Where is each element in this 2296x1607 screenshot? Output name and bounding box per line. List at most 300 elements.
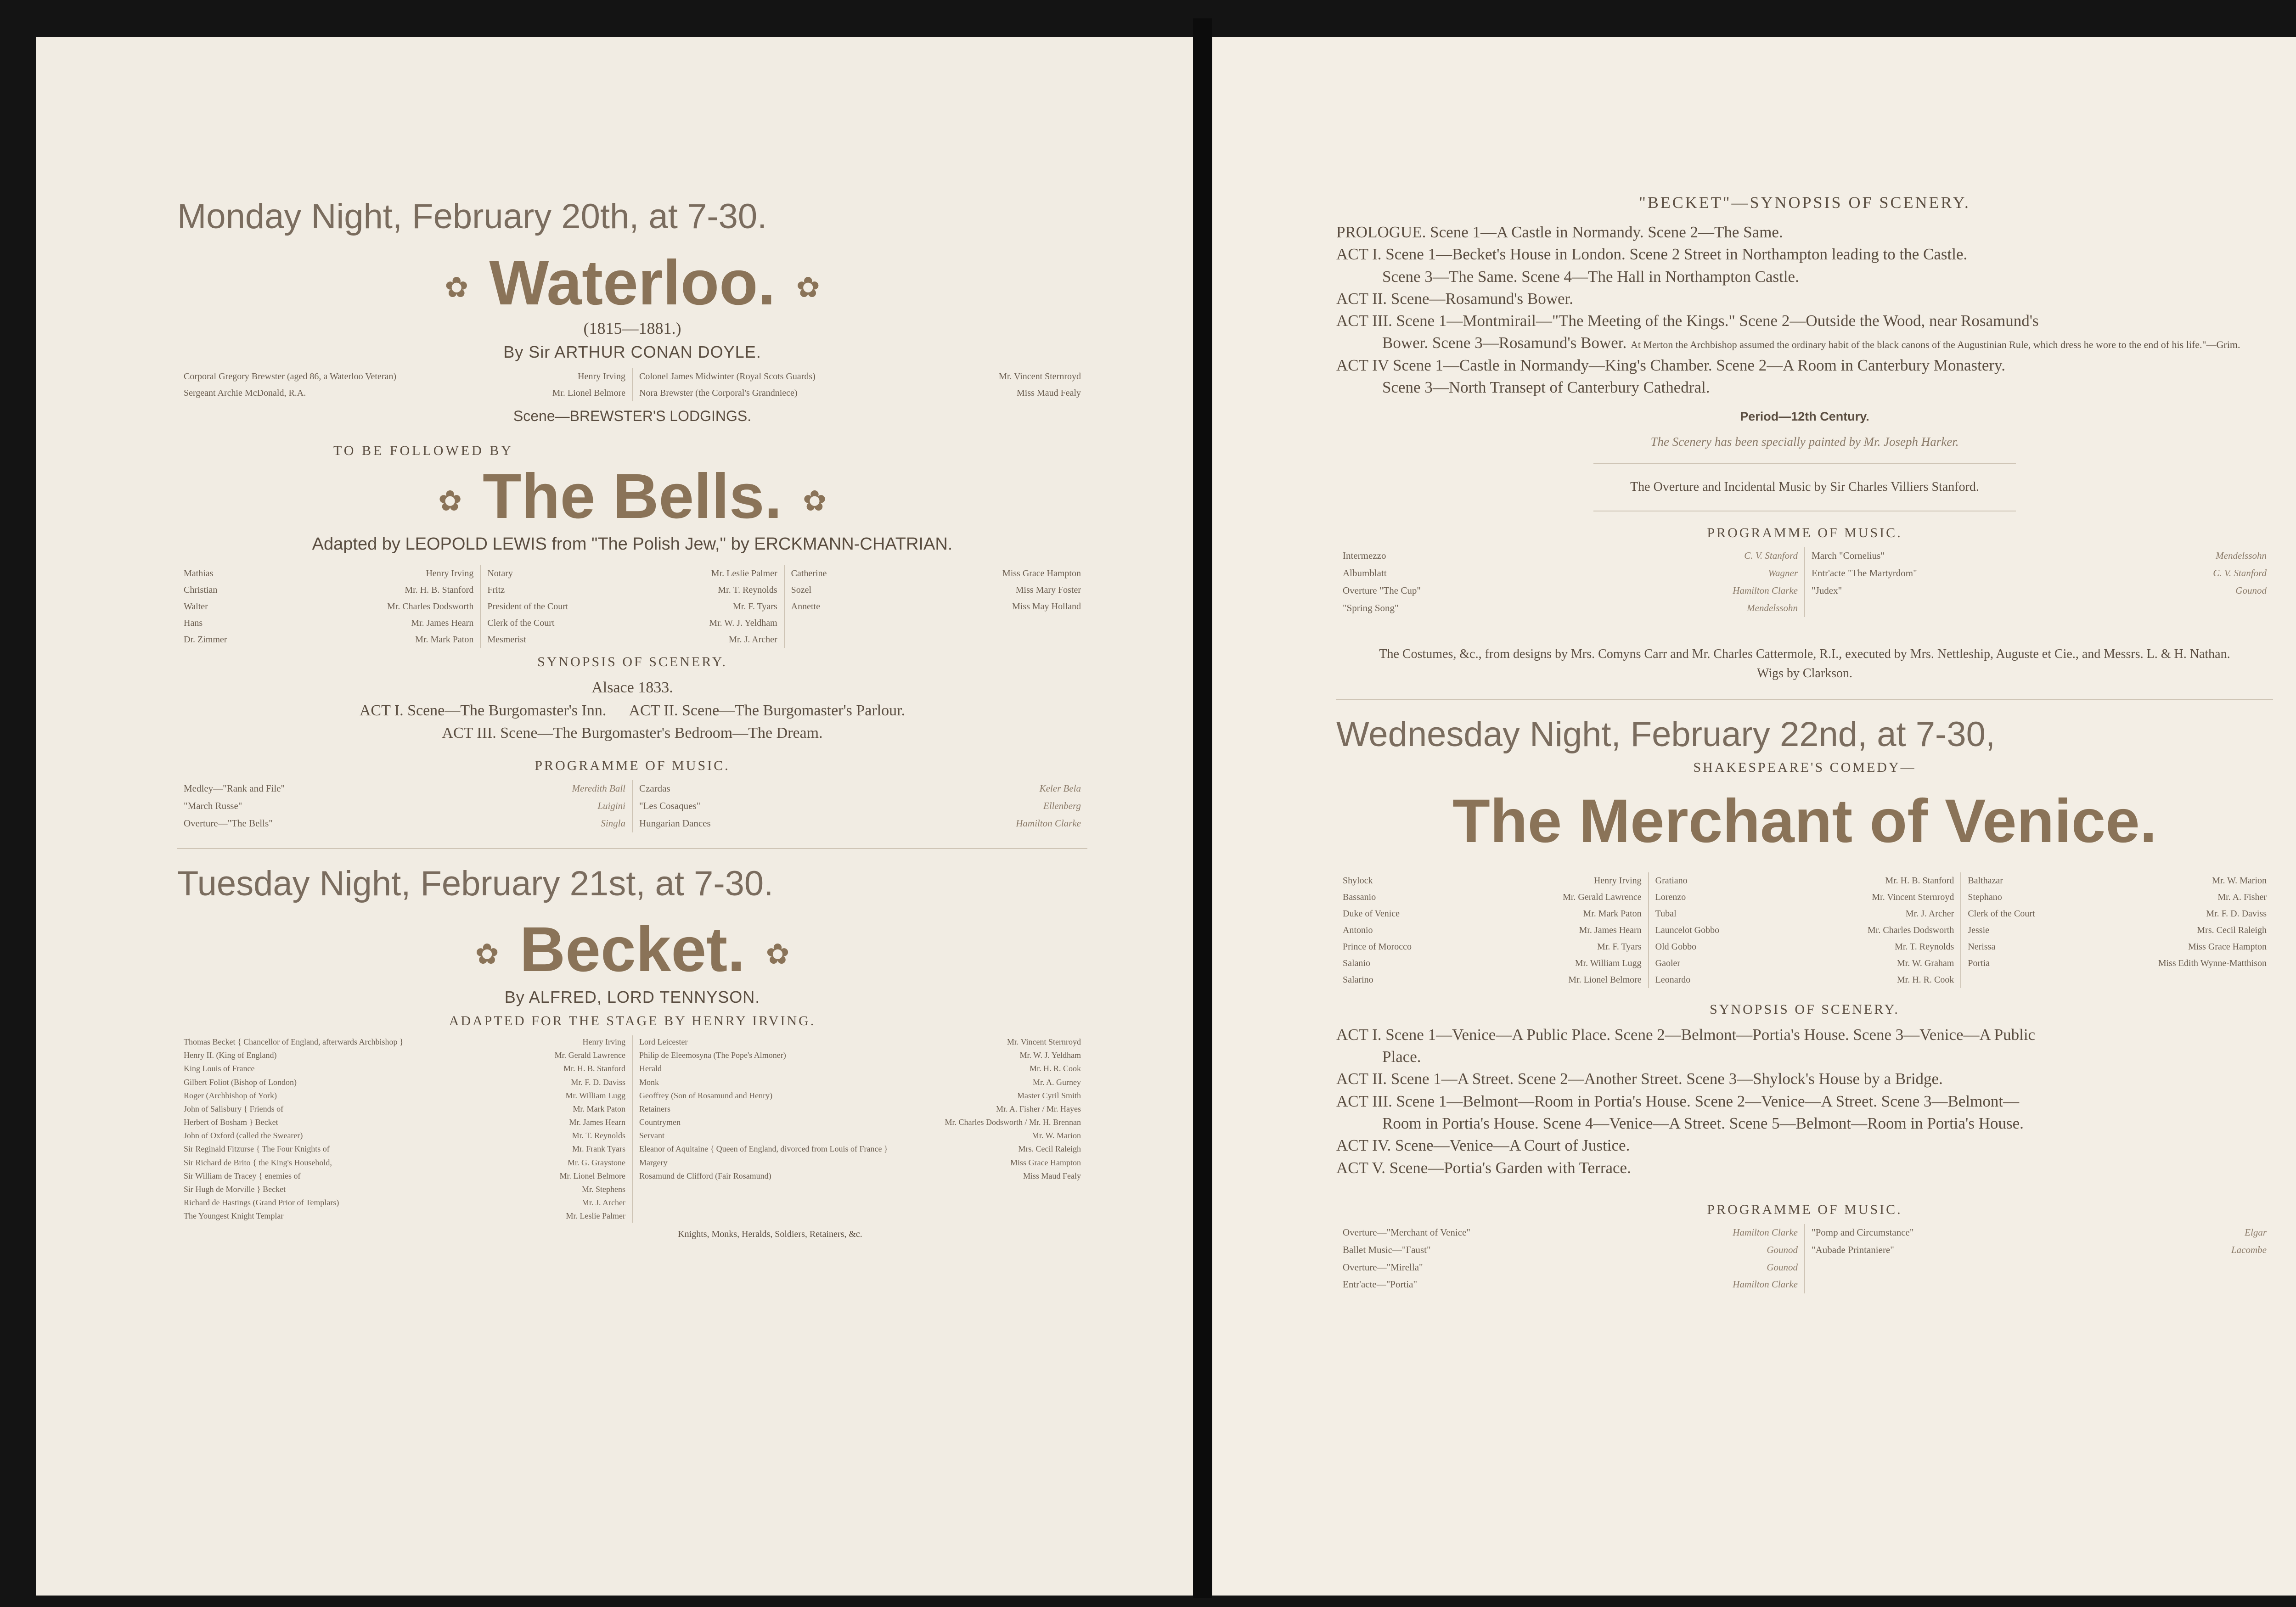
cast-row	[1655, 938, 1954, 955]
music-composer: Hamilton Clarke	[1733, 584, 1798, 596]
cast-actor: Henry Irving	[582, 1037, 625, 1047]
cast-actor: Mr. T. Reynolds	[718, 585, 777, 596]
cast-row	[1655, 955, 1954, 972]
cast-row	[184, 1183, 625, 1196]
cast-role: Portia	[1968, 958, 1990, 968]
cast-column	[480, 565, 783, 648]
merchant-cast	[1336, 872, 2273, 988]
bells-music-heading: PROGRAMME OF MUSIC.	[535, 758, 730, 774]
becket-synopsis	[1336, 221, 2273, 399]
cast-actor: Mr. Lionel Belmore	[552, 388, 625, 399]
cast-actor: Mr. A. Fisher / Mr. Hayes	[996, 1104, 1081, 1113]
music-composer: C. V. Stanford	[1744, 550, 1798, 562]
cast-row	[639, 1116, 1081, 1129]
music-item	[1343, 600, 1798, 617]
music-item	[1812, 1224, 2267, 1242]
cast-column	[1336, 872, 1648, 988]
cast-row	[1655, 872, 1954, 889]
cast-actor: Mr. H. B. Stanford	[563, 1064, 625, 1073]
music-item	[639, 815, 1081, 832]
cast-row	[184, 598, 473, 615]
cast-role: Nerissa	[1968, 941, 1996, 952]
cast-role: Geoffrey (Son of Rosamund and Henry)	[639, 1090, 773, 1100]
cast-row	[639, 1089, 1081, 1102]
music-piece: Albumblatt	[1343, 568, 1387, 579]
cast-role: Sir Richard de Brito { the King's Household,	[184, 1157, 332, 1167]
cast-actor: Miss Maud Fealy	[1023, 1171, 1081, 1180]
cast-role: Nora Brewster (the Corporal's Grandniece)	[639, 388, 798, 399]
cast-actor: Mr. Mark Paton	[1583, 908, 1642, 919]
cast-actor: Mr. H. B. Stanford	[405, 585, 474, 596]
cast-column	[177, 368, 632, 401]
cast-row	[184, 1049, 625, 1062]
cast-actor: Miss Mary Foster	[1015, 585, 1081, 596]
cast-row	[487, 631, 777, 648]
music-column	[1336, 547, 1804, 617]
act-3-cont-text: Bower. Scene 3—Rosamund's Bower.	[1382, 334, 1627, 352]
music-piece: "Spring Song"	[1343, 602, 1399, 613]
cast-row	[1968, 889, 2267, 905]
cast-row	[184, 1209, 625, 1223]
music-piece: Medley—"Rank and File"	[184, 783, 285, 794]
cast-row	[639, 1102, 1081, 1116]
book-spine	[1193, 18, 1212, 1598]
cast-row	[184, 1142, 625, 1156]
cast-row	[1655, 922, 1954, 938]
cast-role: Mesmerist	[487, 635, 526, 645]
becket-extras: Knights, Monks, Heralds, Soldiers, Retainers, &c.	[678, 1229, 862, 1240]
cast-role: Philip de Eleemosyna (The Pope's Almoner)	[639, 1051, 786, 1060]
cast-actor: Mrs. Cecil Raleigh	[2197, 925, 2267, 935]
cast-row	[487, 598, 777, 615]
cast-role: Servant	[639, 1131, 664, 1141]
clover-ornament-icon: ✿	[445, 271, 469, 303]
cast-actor: Henry Irving	[578, 371, 625, 382]
merchant-title: The Merchant of Venice.	[1452, 787, 2157, 856]
cast-role: Annette	[791, 601, 820, 612]
cast-row	[639, 1129, 1081, 1142]
merchant-synopsis	[1336, 1024, 2273, 1179]
cast-actor: Mr. J. Archer	[582, 1198, 625, 1208]
cast-actor: Mr. Stephens	[581, 1184, 625, 1194]
cast-actor: Mr. W. Marion	[1031, 1131, 1081, 1141]
comedy-label: SHAKESPEARE'S COMEDY—	[1693, 760, 1916, 775]
cast-row	[184, 1076, 625, 1089]
cast-role: Herbert of Bosham } Becket	[184, 1118, 278, 1127]
music-composer: Mendelssohn	[1747, 602, 1798, 613]
music-column	[1804, 1224, 2273, 1293]
music-piece: "Les Cosaques"	[639, 800, 701, 812]
cast-row	[1655, 905, 1954, 922]
cast-role: Hans	[184, 618, 203, 629]
cast-actor: Mr. James Hearn	[1579, 925, 1642, 935]
waterloo-title	[177, 247, 1087, 318]
cast-actor: Mr. Mark Paton	[415, 635, 474, 645]
waterloo-scene: Scene—BREWSTER'S LODGINGS.	[513, 408, 752, 425]
cast-actor: Mr. Charles Dodsworth	[1868, 925, 1954, 935]
cast-actor: Mr. James Hearn	[411, 618, 474, 629]
cast-actor: Henry Irving	[1593, 875, 1642, 886]
cast-actor: Mr. Charles Dodsworth / Mr. H. Brennan	[945, 1118, 1081, 1127]
cast-role: Retainers	[639, 1104, 670, 1113]
becket-author: By ALFRED, LORD TENNYSON.	[504, 988, 760, 1007]
cast-actor: Mr. A. Fisher	[2217, 892, 2267, 902]
cast-actor: Mr. G. Graystone	[568, 1157, 625, 1167]
cast-row	[184, 1129, 625, 1142]
cast-row	[487, 615, 777, 631]
cast-role: Margery	[639, 1157, 668, 1167]
clover-ornament-icon: ✿	[802, 485, 827, 517]
merchant-music-heading: PROGRAMME OF MUSIC.	[1707, 1202, 1902, 1217]
cast-column	[1648, 872, 1961, 988]
bells-act2: ACT II. Scene—The Burgomaster's Parlour.	[629, 702, 906, 719]
music-piece: "Pomp and Circumstance"	[1812, 1226, 1914, 1238]
cast-role: Sir William de Tracey { enemies of	[184, 1171, 301, 1180]
cast-role: Old Gobbo	[1655, 941, 1697, 952]
cast-row	[1968, 905, 2267, 922]
cast-role: Sozel	[791, 585, 812, 596]
music-composer: Lacombe	[2231, 1244, 2267, 1255]
music-composer: Hamilton Clarke	[1733, 1279, 1798, 1290]
cast-row	[1968, 938, 2267, 955]
cast-row	[1343, 922, 1642, 938]
music-composer: Hamilton Clarke	[1733, 1226, 1798, 1238]
music-item	[1343, 565, 1798, 582]
act-1-cont: Place.	[1382, 1048, 1421, 1066]
cast-row	[184, 1116, 625, 1129]
cast-role: Notary	[487, 568, 513, 579]
cast-role: Richard de Hastings (Grand Prior of Templars)	[184, 1198, 339, 1208]
cast-role: Clerk of the Court	[487, 618, 555, 629]
act-3-cont: Room in Portia's House. Scene 4—Venice—A Street. Scene 5—Belmont—Room in Portia's House.	[1382, 1114, 2024, 1133]
cast-row	[184, 565, 473, 582]
clover-ornament-icon: ✿	[438, 485, 462, 517]
tuesday-heading: Tuesday Night, February 21st, at 7-30.	[177, 864, 774, 903]
divider	[1336, 699, 2273, 700]
cast-role: Walter	[184, 601, 208, 612]
cast-actor: Mr. Lionel Belmore	[1568, 974, 1642, 985]
bells-act3: ACT III. Scene—The Burgomaster's Bedroom—The Dream.	[442, 724, 823, 742]
cast-actor: Mr. H. B. Stanford	[1885, 875, 1954, 886]
music-item	[1343, 547, 1798, 565]
cast-actor: Miss Maud Fealy	[1017, 388, 1081, 399]
cast-actor: Mr. William Lugg	[1575, 958, 1642, 968]
cast-role: Antonio	[1343, 925, 1373, 935]
music-piece: Overture "The Cup"	[1343, 584, 1421, 596]
cast-row	[184, 368, 625, 385]
cast-role: Lorenzo	[1655, 892, 1686, 902]
music-piece: Overture—"Mirella"	[1343, 1261, 1423, 1273]
music-composer: C. V. Stanford	[2213, 568, 2267, 579]
cast-actor: Mr. Frank Tyars	[572, 1144, 625, 1154]
cast-actor: Mr. W. Graham	[1896, 958, 1954, 968]
cast-row	[1655, 889, 1954, 905]
music-column	[1804, 547, 2273, 617]
act-1-cont: Scene 3—The Same. Scene 4—The Hall in Northampton Castle.	[1382, 267, 1799, 286]
cast-row	[1343, 872, 1642, 889]
cast-role: Salanio	[1343, 958, 1370, 968]
music-piece: "March Russe"	[184, 800, 242, 812]
cast-actor: Mr. T. Reynolds	[1895, 941, 1954, 952]
cast-actor: Mr. W. J. Yeldham	[709, 618, 777, 629]
divider	[1593, 463, 2016, 464]
cast-actor: Mr. J. Archer	[729, 635, 777, 645]
cast-row	[639, 1035, 1081, 1049]
cast-actor: Mr. T. Reynolds	[572, 1131, 625, 1141]
cast-actor: Mr. Leslie Palmer	[566, 1211, 625, 1221]
music-composer: Gounod	[1767, 1244, 1798, 1255]
clover-ornament-icon: ✿	[796, 271, 820, 303]
music-item	[639, 780, 1081, 798]
cast-row	[184, 631, 473, 648]
cast-actor: Mr. F. Tyars	[1597, 941, 1642, 952]
cast-role: Colonel James Midwinter (Royal Scots Guards)	[639, 371, 816, 382]
cast-role: Henry II. (King of England)	[184, 1051, 277, 1060]
cast-row	[184, 1062, 625, 1075]
act-2: ACT II. Scene—Rosamund's Bower.	[1336, 289, 1574, 308]
monday-heading: Monday Night, February 20th, at 7-30.	[177, 197, 767, 236]
cast-row	[639, 1062, 1081, 1075]
music-item	[639, 798, 1081, 815]
act-2: ACT II. Scene 1—A Street. Scene 2—Another Street. Scene 3—Shylock's House by a Bridge.	[1336, 1070, 1943, 1088]
cast-actor: Mr. W. J. Yeldham	[1019, 1051, 1081, 1060]
cast-row	[1343, 955, 1642, 972]
music-item	[184, 815, 625, 832]
cast-row	[487, 565, 777, 582]
divider	[177, 848, 1087, 849]
music-item	[1343, 1224, 1798, 1242]
becket-music	[1336, 547, 2273, 617]
music-item	[1812, 1242, 2267, 1259]
cast-actor: Mr. W. Marion	[2212, 875, 2267, 886]
music-piece: Intermezzo	[1343, 550, 1386, 562]
cast-role: Roger (Archbishop of York)	[184, 1090, 277, 1100]
cast-role: Bassanio	[1343, 892, 1376, 902]
cast-role: Eleanor of Aquitaine { Queen of England, divorced from Louis of France }	[639, 1144, 888, 1154]
cast-role: Tubal	[1655, 908, 1677, 919]
period: Period—12th Century.	[1740, 410, 1869, 424]
cast-role: Balthazar	[1968, 875, 2003, 886]
act-1: ACT I. Scene 1—Venice—A Public Place. Scene 2—Belmont—Portia's House. Scene 3—Venice—A Public	[1336, 1025, 2036, 1044]
becket-music-heading: PROGRAMME OF MUSIC.	[1707, 525, 1902, 541]
bells-act1: ACT I. Scene—The Burgomaster's Inn.	[359, 702, 607, 719]
cast-column	[784, 565, 1087, 648]
cast-actor: Miss Grace Hampton	[1010, 1157, 1081, 1167]
cast-column	[1960, 872, 2273, 988]
cast-role: Sergeant Archie McDonald, R.A.	[184, 388, 306, 399]
bells-music	[177, 780, 1087, 832]
cast-row	[184, 385, 625, 401]
cast-actor: Mr. Gerald Lawrence	[554, 1051, 625, 1060]
music-item	[1812, 582, 2267, 600]
cast-row	[184, 1035, 625, 1049]
cast-actor: Mr. Leslie Palmer	[711, 568, 777, 579]
cast-role: Clerk of the Court	[1968, 908, 2035, 919]
cast-role: Herald	[639, 1064, 662, 1073]
music-composer: Gounod	[2235, 584, 2267, 596]
cast-actor: Mr. Lionel Belmore	[559, 1171, 625, 1180]
cast-role: Gratiano	[1655, 875, 1688, 886]
act-3-note: At Merton the Archbishop assumed the ordinary habit of the black canons of the Augustinian Rule, which dress he wore to the end of his life."—Grim.	[1630, 339, 2240, 351]
cast-actor: Mr. William Lugg	[565, 1090, 625, 1100]
becket-title-text: Becket.	[519, 914, 745, 985]
act-3: ACT III. Scene 1—Belmont—Room in Portia's House. Scene 2—Venice—A Street. Scene 3—Belmont—	[1336, 1092, 2020, 1110]
cast-actor: Henry Irving	[426, 568, 474, 579]
music-credit: The Overture and Incidental Music by Sir Charles Villiers Stanford.	[1630, 480, 1979, 494]
cast-actor: Mr. Vincent Sternroyd	[1007, 1037, 1081, 1047]
cast-row	[1343, 938, 1642, 955]
cast-column	[177, 1035, 632, 1223]
waterloo-dates: (1815—1881.)	[583, 319, 681, 338]
music-composer: Hamilton Clarke	[1016, 817, 1081, 829]
waterloo-author: By Sir ARTHUR CONAN DOYLE.	[503, 343, 761, 362]
cast-row	[1655, 972, 1954, 988]
music-item	[1812, 565, 2267, 582]
cast-role: Thomas Becket { Chancellor of England, afterwards Archbishop }	[184, 1037, 404, 1047]
music-composer: Elgar	[2245, 1226, 2267, 1238]
cast-role: Dr. Zimmer	[184, 635, 227, 645]
cast-actor: Mr. F. D. Daviss	[571, 1077, 625, 1087]
cast-actor: Mr. Mark Paton	[573, 1104, 625, 1113]
cast-row	[1968, 922, 2267, 938]
cast-role: Jessie	[1968, 925, 1990, 935]
act-3-cont	[1336, 332, 2273, 354]
music-composer: Luigini	[597, 800, 625, 812]
cast-row	[184, 1196, 625, 1209]
cast-row	[184, 1102, 625, 1116]
cast-role: Prince of Morocco	[1343, 941, 1412, 952]
cast-actor: Miss Edith Wynne-Matthison	[2158, 958, 2267, 968]
cast-row	[639, 1156, 1081, 1169]
cast-role: Monk	[639, 1077, 659, 1087]
cast-actor: Mr. James Hearn	[569, 1118, 625, 1127]
cast-actor: Mr. H. R. Cook	[1029, 1064, 1081, 1073]
clover-ornament-icon: ✿	[765, 938, 790, 971]
becket-adapted: ADAPTED FOR THE STAGE BY HENRY IRVING.	[449, 1013, 816, 1029]
cast-role: Lord Leicester	[639, 1037, 688, 1047]
cast-row	[1968, 955, 2267, 972]
music-composer: Ellenberg	[1043, 800, 1081, 812]
cast-row	[639, 1049, 1081, 1062]
act-4: ACT IV Scene 1—Castle in Normandy—King's Chamber. Scene 2—A Room in Canterbury Monastery.	[1336, 356, 2005, 374]
music-composer: Gounod	[1767, 1261, 1798, 1273]
followed-by: TO BE FOLLOWED BY	[333, 443, 513, 459]
cast-column	[632, 1035, 1087, 1223]
cast-row	[791, 565, 1081, 582]
cast-row	[791, 598, 1081, 615]
becket-cast	[177, 1035, 1087, 1223]
becket-synopsis-heading: "BECKET"—SYNOPSIS OF SCENERY.	[1639, 193, 1970, 212]
cast-actor: Mr. Charles Dodsworth	[387, 601, 474, 612]
music-piece: Entr'acte—"Portia"	[1343, 1279, 1418, 1290]
cast-row	[639, 1169, 1081, 1183]
cast-role: Gaoler	[1655, 958, 1681, 968]
music-piece: Entr'acte "The Martyrdom"	[1812, 568, 1917, 579]
cast-role: The Youngest Knight Templar	[184, 1211, 284, 1221]
cast-column	[632, 368, 1087, 401]
music-piece: "Judex"	[1812, 584, 1842, 596]
cast-role: Sir Hugh de Morville } Becket	[184, 1184, 286, 1194]
cast-row	[184, 1089, 625, 1102]
cast-role: Shylock	[1343, 875, 1373, 886]
scenery-credit: The Scenery has been specially painted by Mr. Joseph Harker.	[1650, 435, 1959, 449]
cast-row	[639, 1142, 1081, 1156]
music-composer: Mendelssohn	[2216, 550, 2267, 562]
music-composer: Meredith Ball	[572, 783, 625, 794]
cast-row	[184, 1169, 625, 1183]
cast-role: John of Oxford (called the Swearer)	[184, 1131, 303, 1141]
cast-actor: Mr. H. R. Cook	[1896, 974, 1954, 985]
cast-row	[184, 1156, 625, 1169]
music-piece: Overture—"Merchant of Venice"	[1343, 1226, 1470, 1238]
cast-row	[1968, 872, 2267, 889]
cast-actor: Miss May Holland	[1012, 601, 1081, 612]
music-item	[1812, 547, 2267, 565]
music-piece: Overture—"The Bells"	[184, 817, 273, 829]
cast-actor: Mr. F. Tyars	[733, 601, 777, 612]
merchant-synopsis-heading: SYNOPSIS OF SCENERY.	[1710, 1001, 1900, 1017]
cast-role: Christian	[184, 585, 218, 596]
music-item	[1343, 1242, 1798, 1259]
music-composer: Wagner	[1768, 568, 1798, 579]
cast-role: John of Salisbury { Friends of	[184, 1104, 284, 1113]
bells-synopsis-heading: SYNOPSIS OF SCENERY.	[537, 654, 727, 670]
cast-role: Corporal Gregory Brewster (aged 86, a Waterloo Veteran)	[184, 371, 397, 382]
cast-actor: Master Cyril Smith	[1017, 1090, 1081, 1100]
music-piece: March "Cornelius"	[1812, 550, 1885, 562]
cast-actor: Miss Grace Hampton	[1002, 568, 1081, 579]
act-4-cont: Scene 3—North Transept of Canterbury Cathedral.	[1382, 378, 1710, 397]
music-item	[184, 780, 625, 798]
right-page	[1212, 37, 2296, 1596]
waterloo-title-text: Waterloo.	[489, 247, 776, 318]
waterloo-cast	[177, 368, 1087, 401]
cast-row	[1343, 889, 1642, 905]
prologue: PROLOGUE. Scene 1—A Castle in Normandy. Scene 2—The Same.	[1336, 223, 1783, 241]
act-1: ACT I. Scene 1—Becket's House in London. Scene 2 Street in Northampton leading to the Castle.	[1336, 245, 1968, 264]
bells-adapted: Adapted by LEOPOLD LEWIS from "The Polish Jew," by ERCKMANN-CHATRIAN.	[312, 534, 953, 554]
music-item	[184, 798, 625, 815]
cast-actor: Mr. Vincent Sternroyd	[1872, 892, 1954, 902]
music-composer: Singla	[601, 817, 625, 829]
music-item	[1343, 1259, 1798, 1276]
cast-row	[791, 582, 1081, 598]
cast-role: Stephano	[1968, 892, 2002, 902]
cast-row	[639, 368, 1081, 385]
music-composer: Keler Bela	[1039, 783, 1081, 794]
music-column	[632, 780, 1087, 832]
costumes-credit: The Costumes, &c., from designs by Mrs. Comyns Carr and Mr. Charles Cattermole, R.I., executed by Mrs. Nettleship, Auguste et Cie., and Messrs. L. & H. Nathan. Wigs by Clarkson.	[1379, 646, 2230, 680]
cast-role: Gilbert Foliot (Bishop of London)	[184, 1077, 297, 1087]
cast-actor: Mr. A. Gurney	[1033, 1077, 1081, 1087]
music-item	[1343, 1276, 1798, 1293]
music-piece: Czardas	[639, 783, 670, 794]
bells-title	[177, 463, 1087, 530]
cast-role: Duke of Venice	[1343, 908, 1400, 919]
music-piece: "Aubade Printaniere"	[1812, 1244, 1894, 1255]
music-column	[177, 780, 632, 832]
cast-role: Catherine	[791, 568, 827, 579]
cast-role: Sir Reginald Fitzurse { The Four Knights of	[184, 1144, 330, 1154]
cast-row	[1343, 905, 1642, 922]
cast-role: Launcelot Gobbo	[1655, 925, 1720, 935]
cast-row	[184, 582, 473, 598]
cast-row	[1343, 972, 1642, 988]
bells-setting: Alsace 1833.	[591, 679, 673, 697]
music-piece: Ballet Music—"Faust"	[1343, 1244, 1431, 1255]
cast-actor: Mrs. Cecil Raleigh	[1018, 1144, 1081, 1154]
cast-row	[184, 615, 473, 631]
